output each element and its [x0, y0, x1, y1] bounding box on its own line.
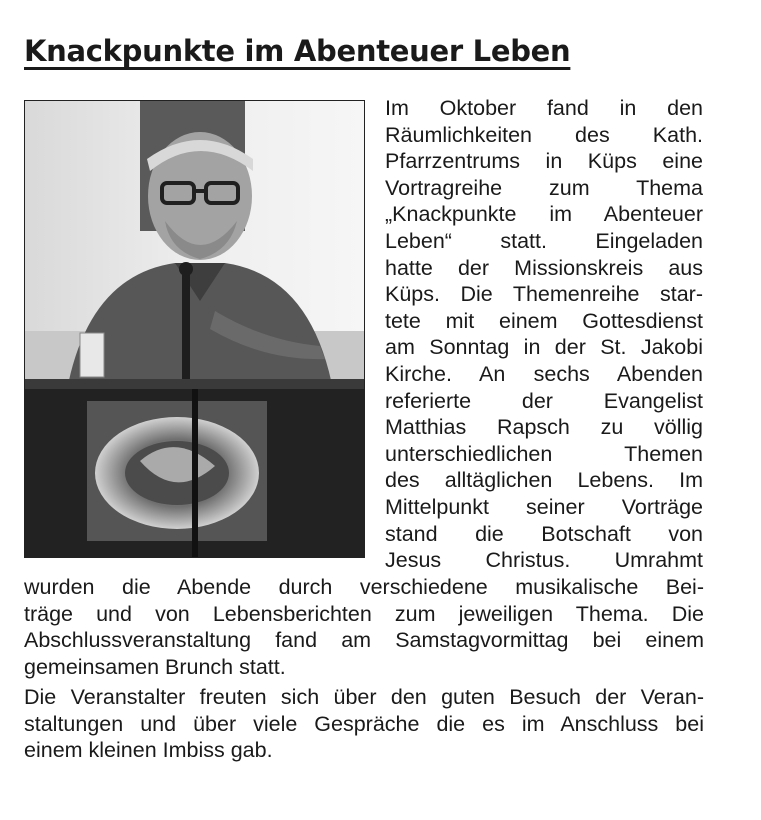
speaker-photo	[24, 100, 365, 558]
text-line: Küps. Die Themenreihe star-	[385, 282, 703, 307]
article-text-full-width	[24, 574, 704, 680]
text-line: stand die Botschaft von	[385, 521, 703, 546]
text-line: „Knackpunkte im Abenteuer	[385, 202, 703, 227]
text-line: hatte der Missionskreis aus	[385, 255, 703, 280]
text-line: Die Veranstalter freuten sich über den guten Besuch der Veran-	[24, 685, 704, 709]
article-text-paragraph-2	[24, 684, 704, 764]
text-line: am Sonntag in der St. Jakobi	[385, 335, 703, 360]
paragraph-1-continued	[24, 574, 704, 680]
article-title: Knackpunkte im Abenteuer Leben	[24, 34, 571, 68]
text-line: staltungen und über viele Gespräche die es im Anschluss bei	[24, 711, 704, 736]
text-line: Abschlussveranstaltung fand am Samstagvormittag bei einem	[24, 628, 704, 653]
text-line: Im Oktober fand in den	[385, 96, 703, 120]
paragraph-2	[24, 684, 704, 764]
text-line: Jesus Christus. Umrahmt	[385, 548, 703, 573]
text-line: Pfarrzentrums in Küps eine	[385, 149, 703, 174]
text-line: Matthias Rapsch zu völlig	[385, 415, 703, 440]
text-line: Räumlichkeiten des Kath.	[385, 122, 703, 147]
text-line: Kirche. An sechs Abenden	[385, 361, 703, 386]
text-line: des alltäglichen Lebens. Im	[385, 468, 703, 493]
paragraph-1-intro	[385, 95, 703, 574]
text-line: tete mit einem Gottesdienst	[385, 308, 703, 333]
text-line: unterschiedlichen Themen	[385, 441, 703, 466]
text-line: gemeinsamen Brunch statt.	[24, 654, 286, 679]
text-line: referierte der Evangelist	[385, 388, 703, 413]
text-line: träge und von Lebensberichten zum jeweiligen Thema. Die	[24, 601, 704, 626]
speaker-at-lectern-photo	[25, 101, 365, 558]
text-line: einem kleinen Imbiss gab.	[24, 738, 273, 763]
text-line: Mittelpunkt seiner Vorträge	[385, 494, 703, 519]
text-line: Leben“ statt. Eingeladen	[385, 228, 703, 253]
text-line: wurden die Abende durch verschiedene musikalische Bei-	[24, 575, 704, 599]
text-line: Vortragreihe zum Thema	[385, 175, 703, 200]
article-text-wrapped	[385, 95, 703, 574]
